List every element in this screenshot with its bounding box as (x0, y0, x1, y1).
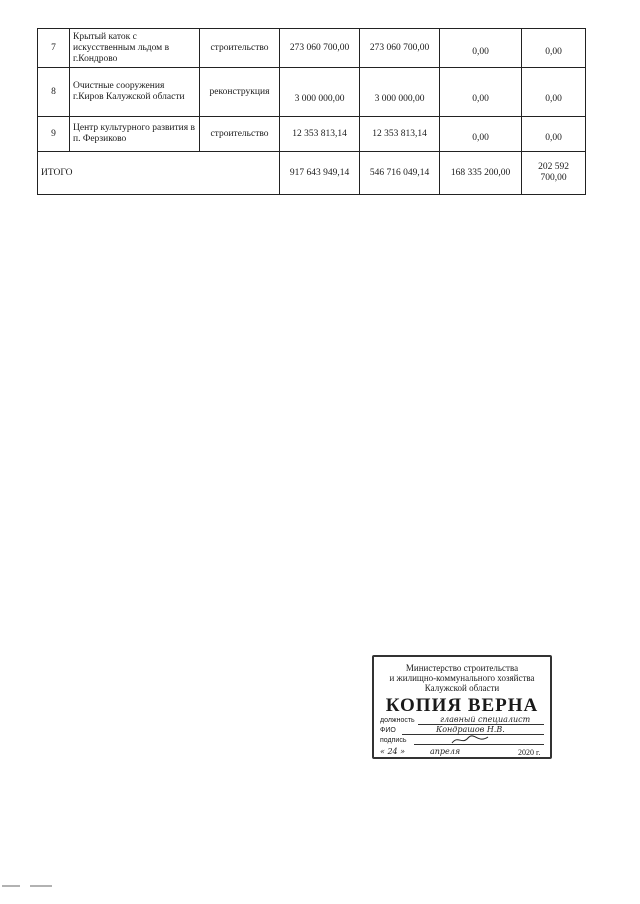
row-number: 8 (38, 68, 70, 117)
stamp-org-line: и жилищно-коммунального хозяйства (389, 673, 535, 683)
work-type: строительство (200, 29, 280, 68)
amount-col3: 0,00 (472, 132, 489, 143)
stamp-position-value: главный специалист (440, 715, 531, 724)
stamp-signature-field (380, 736, 550, 746)
object-name: Очистные сооружения г.Киров Калужской области (70, 68, 200, 117)
stamp-signature-label: подпись (380, 737, 407, 744)
stamp-year: 2020 г. (518, 748, 541, 757)
stamp-org-line: Министерство строительства (405, 663, 519, 673)
row-number: 9 (38, 117, 70, 152)
totals-label: ИТОГО (38, 152, 280, 195)
stamp-fio-label: ФИО (380, 727, 396, 734)
amount-col2: 3 000 000,00 (374, 93, 425, 104)
totals-total: 917 643 949,14 (280, 152, 360, 195)
stamp-org-line: Калужской области (424, 683, 500, 693)
total-amount: 12 353 813,14 (280, 117, 360, 152)
table-row (38, 117, 586, 152)
totals-col4: 202 592 700,00 (522, 152, 586, 195)
object-name: Крытый каток с искусственным льдом в г.Кондрово (70, 29, 200, 68)
work-type: реконструкция (200, 68, 280, 117)
total-amount: 273 060 700,00 (280, 29, 360, 68)
stamp-title: КОПИЯ ВЕРНА (385, 695, 539, 716)
investment-table (37, 28, 586, 195)
stamp-date-month: апреля (430, 747, 461, 756)
scan-edge-marks (0, 884, 60, 888)
amount-col2: 12 353 813,14 (360, 117, 440, 152)
stamp-date-day: « 24 » (380, 747, 406, 756)
table-row (38, 68, 586, 117)
totals-row (38, 152, 586, 195)
row-number: 7 (38, 29, 70, 68)
amount-col3: 0,00 (472, 46, 489, 57)
object-name: Центр культурного развития в п. Ферзиково (70, 117, 200, 152)
stamp-fio-value: Кондрашов Н.В. (436, 725, 505, 734)
amount-col4: 0,00 (545, 93, 562, 104)
stamp-date-row (380, 746, 550, 757)
stamp-position-label: должность (380, 717, 415, 724)
totals-col2: 546 716 049,14 (360, 152, 440, 195)
totals-col3: 168 335 200,00 (440, 152, 522, 195)
table-row (38, 29, 586, 68)
signature-scribble-icon (450, 735, 490, 745)
amount-col2: 273 060 700,00 (360, 29, 440, 68)
certified-copy-stamp (372, 655, 552, 759)
stamp-organization (374, 663, 550, 693)
amount-col4: 0,00 (545, 46, 562, 57)
amount-col4: 0,00 (545, 132, 562, 143)
amount-col3: 0,00 (472, 93, 489, 104)
total-amount: 3 000 000,00 (294, 93, 345, 104)
work-type: строительство (200, 117, 280, 152)
